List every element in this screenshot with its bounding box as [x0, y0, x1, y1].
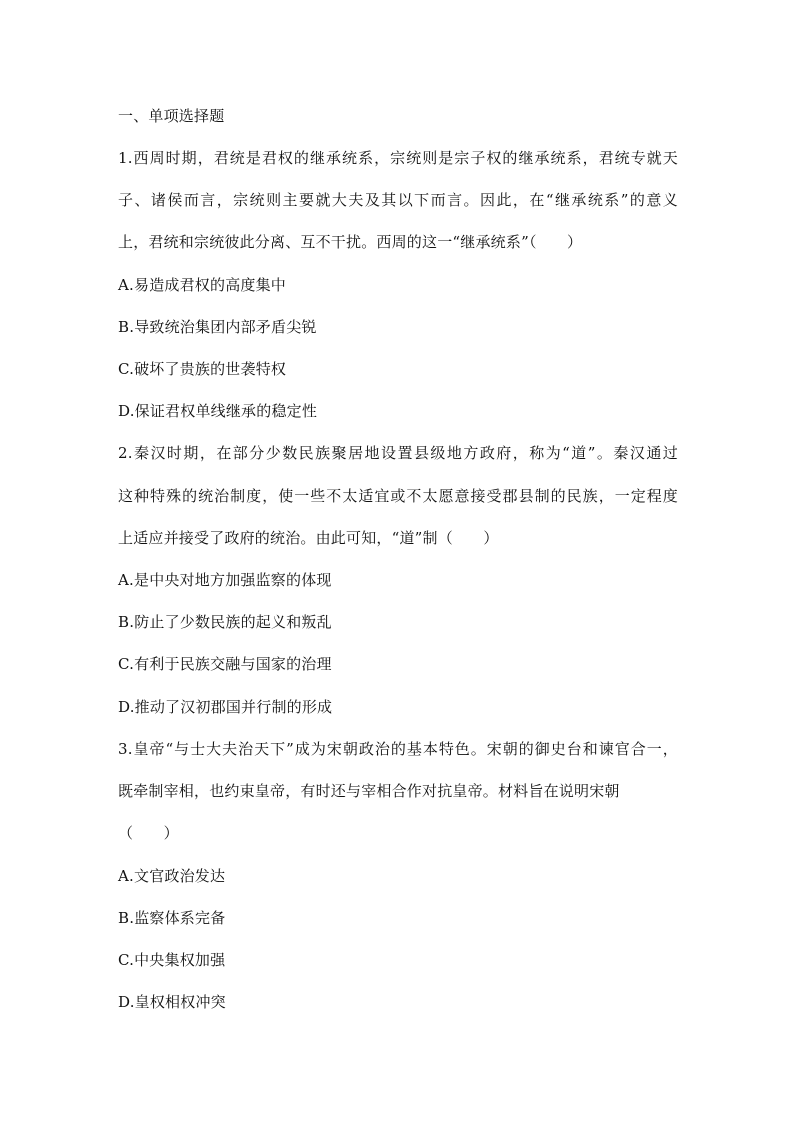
question-2-option-d: D.推动了汉初郡国并行制的形成 — [118, 698, 333, 716]
question-3-option-a: A.文官政治发达 — [118, 867, 226, 885]
question-3-option-d: D.皇权相权冲突 — [118, 993, 226, 1011]
question-1-option-d: D.保证君权单线继承的稳定性 — [118, 402, 318, 420]
question-2-option-b: B.防止了少数民族的起义和叛乱 — [118, 613, 332, 631]
question-2-stem-line-1: 2.秦汉时期，在部分少数民族聚居地设置县级地方政府，称为“道”。秦汉通过 — [118, 444, 678, 462]
question-3-option-c: C.中央集权加强 — [118, 951, 226, 969]
question-1-stem-line-3: 上，君统和宗统彼此分离、互不干扰。西周的这一“继承统系”（ ） — [118, 233, 583, 251]
question-2-option-c: C.有利于民族交融与国家的治理 — [118, 655, 332, 673]
question-3-stem-line-1: 3.皇帝“与士大夫治天下”成为宋朝政治的基本特色。宋朝的御史台和谏官合一， — [118, 740, 678, 758]
question-3-stem-line-2: 既牵制宰相，也约束皇帝，有时还与宰相合作对抗皇帝。材料旨在说明宋朝 — [118, 782, 620, 800]
question-2-stem-line-2: 这种特殊的统治制度，使一些不太适宜或不太愿意接受郡县制的民族，一定程度 — [118, 487, 678, 505]
question-1-stem-line-2: 子、诸侯而言，宗统则主要就大夫及其以下而言。因此，在“继承统系”的意义 — [118, 191, 678, 209]
question-3-stem-line-3: （ ） — [118, 824, 179, 842]
section-title: 一、单项选择题 — [118, 107, 225, 125]
question-1-option-c: C.破坏了贵族的世袭特权 — [118, 360, 287, 378]
question-2-stem-line-3: 上适应并接受了政府的统治。由此可知，“道”制（ ） — [118, 529, 499, 547]
question-2-option-a: A.是中央对地方加强监察的体现 — [118, 571, 332, 589]
question-3-option-b: B.监察体系完备 — [118, 909, 226, 927]
question-1-option-b: B.导致统治集团内部矛盾尖锐 — [118, 318, 317, 336]
question-1-stem-line-1: 1.西周时期，君统是君权的继承统系，宗统则是宗子权的继承统系，君统专就天 — [118, 149, 678, 167]
question-1-option-a: A.易造成君权的高度集中 — [118, 276, 287, 294]
